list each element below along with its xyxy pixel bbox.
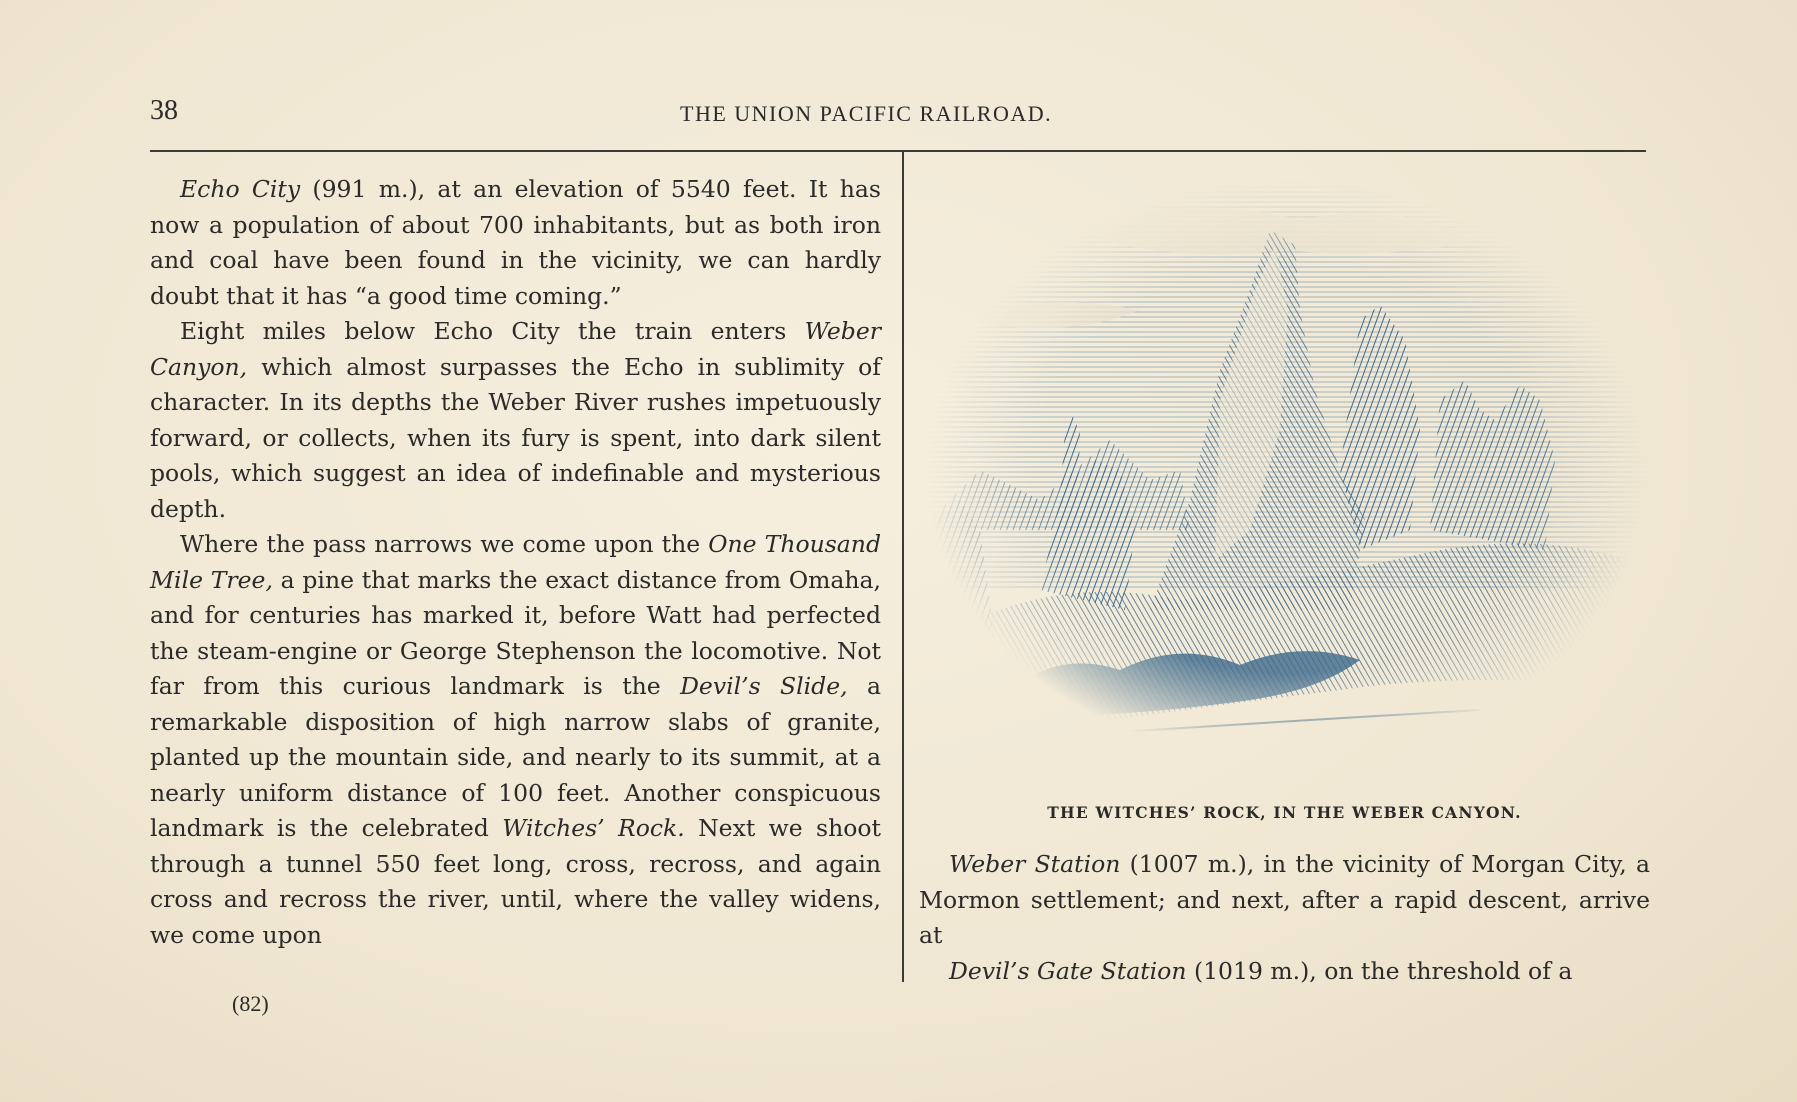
signature-mark: (82)	[232, 991, 269, 1016]
figure-caption: THE WITCHES’ ROCK, IN THE WEBER CANYON.	[1047, 803, 1522, 822]
text-span: Echo City	[180, 175, 301, 203]
text-span: Next we shoot through a tunnel 550 feet long, cross, recross, and again cross and recross the river, until, where the valley widens, we come upon	[150, 814, 881, 949]
text-span: a pine that marks the exact distance from Omaha, and for centuries has marked it, before Watt had perfected the steam-engine or George Stephenson the locomotive. Not far from this curious landmark is the	[150, 565, 881, 700]
text-span: Devil’s Gate Station	[949, 956, 1187, 985]
text-span: Weber Station	[949, 850, 1121, 878]
text-span: a remarkable disposition of high narrow slabs of granite, planted up the mountain side, and nearly to its summit, at a nearly uniform distance of 100 feet. Another conspicuous landmark is the celebrated	[150, 672, 882, 842]
paragraph-weber-station	[919, 847, 1650, 954]
paragraph-weber-canyon	[150, 314, 881, 527]
page-number: 38	[150, 95, 178, 126]
text-span: Where the pass narrows we come upon the	[180, 530, 709, 558]
text-span: Witches’ Rock.	[502, 814, 685, 842]
left-column	[150, 172, 881, 953]
column-divider	[902, 152, 904, 982]
text-span: Devil’s Slide,	[680, 672, 848, 700]
text-span: (1019 m.), on the threshold of a	[1186, 956, 1573, 985]
text-span: One Thousand Mile Tree,	[150, 530, 881, 594]
text-span: Eight miles below Echo City the train enters	[180, 317, 805, 345]
text-span: which almost surpasses the Echo in sublimity of character. In its depths the Weber River rushes impetuously forward, or collects, when its fury is spent, into dark silent pools, which suggest an idea of indefinable and mysterious depth.	[150, 352, 881, 523]
right-column	[919, 847, 1650, 989]
text-span: (1007 m.), in the vicinity of Morgan City, a Mormon settlement; and next, after a rapid descent, arrive at	[919, 850, 1650, 949]
header-rule	[150, 150, 1646, 152]
paragraph-devils-gate	[919, 954, 1650, 990]
running-title: THE UNION PACIFIC RAILROAD.	[680, 101, 1053, 126]
witches-rock-engraving	[920, 170, 1655, 770]
text-span: (991 m.), at an elevation of 5540 feet. It has now a population of about 700 inhabitants, but as both iron and coal have been found in the vicinity, we can hardly doubt that it has “a good time coming.”	[150, 175, 881, 310]
paragraph-thousand-mile-tree	[150, 527, 881, 953]
text-span: Weber Canyon,	[150, 317, 881, 381]
paragraph-echo-city	[150, 172, 881, 314]
